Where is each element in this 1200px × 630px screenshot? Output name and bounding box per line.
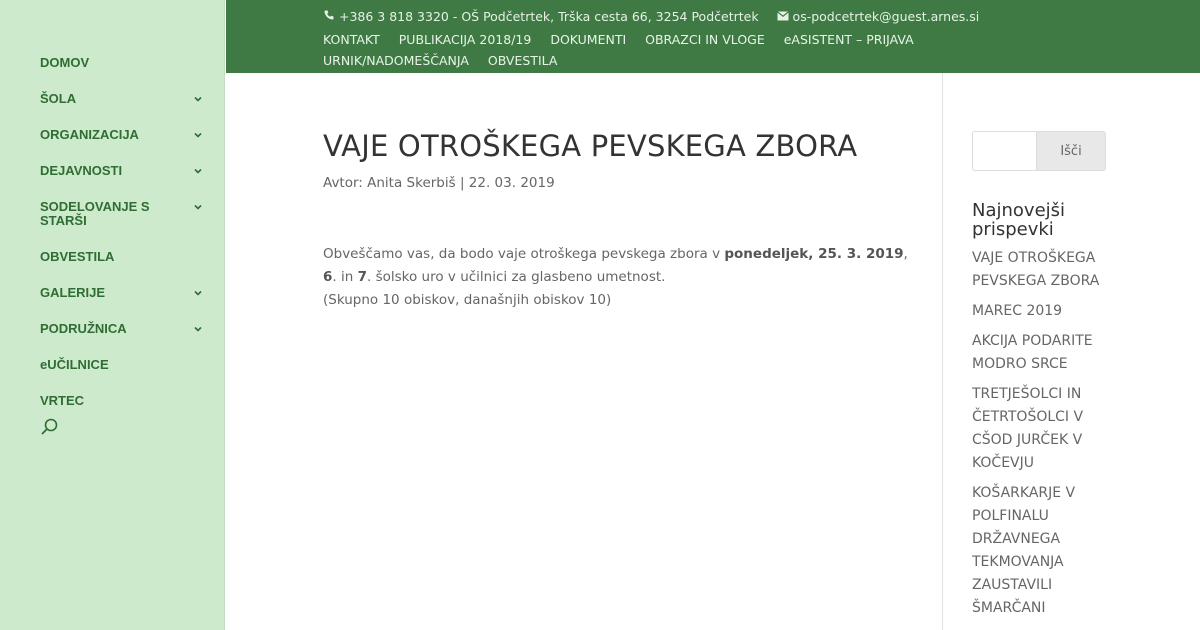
sidebar-item-label: PODRUŽNICA xyxy=(40,321,127,336)
chevron-down-icon[interactable] xyxy=(192,165,204,177)
text-run: , xyxy=(903,246,908,262)
sidebar-item-domov[interactable] xyxy=(40,53,210,73)
sidebar-item-label: GALERIJE xyxy=(40,285,106,300)
contact-info xyxy=(323,8,979,24)
sidebar-item-podruznica[interactable] xyxy=(40,319,210,339)
search-button[interactable]: Išči xyxy=(1036,131,1106,171)
sidebar-item-sodelovanje[interactable] xyxy=(40,197,210,231)
nav-obrazci[interactable]: OBRAZCI IN VLOGE xyxy=(645,32,765,47)
search-icon[interactable] xyxy=(40,417,60,437)
text-run-bold: 6 xyxy=(323,269,333,285)
sidebar-item-label: ŠOLA xyxy=(40,91,77,106)
sidebar-item-label: ORGANIZACIJA xyxy=(40,127,139,142)
email-link[interactable]: os-podcetrtek@guest.arnes.si xyxy=(792,9,980,24)
text-run: . in xyxy=(332,269,358,285)
envelope-icon xyxy=(777,9,789,24)
sidebar-item-organizacija[interactable] xyxy=(40,125,210,145)
recent-posts-list xyxy=(972,247,1112,627)
sidebar-item-label: SODELOVANJE S STARŠI xyxy=(40,199,150,228)
post-paragraph xyxy=(323,243,913,289)
sidebar-item-label: DOMOV xyxy=(40,55,90,70)
sidebar-item-label: OBVESTILA xyxy=(40,249,115,264)
sidebar xyxy=(0,0,225,630)
sidebar-item-sola[interactable] xyxy=(40,89,210,109)
text-run: Obveščamo vas, da bodo vaje otroškega pevskega zbora v xyxy=(323,246,725,262)
post-author[interactable]: Anita Skerbiš xyxy=(367,175,456,191)
text-run-bold: ponedeljek, 25. 3. 2019 xyxy=(724,246,904,262)
visit-counter: (Skupno 10 obiskov, današnjih obiskov 10) xyxy=(323,292,612,308)
sidebar-item-label: VRTEC xyxy=(40,393,85,408)
chevron-down-icon[interactable] xyxy=(192,287,204,299)
text-run: . šolsko uro v učilnici za glasbeno umetnost. xyxy=(367,269,666,285)
nav-publikacija[interactable]: PUBLIKACIJA 2018/19 xyxy=(398,32,532,47)
chevron-down-icon[interactable] xyxy=(192,129,204,141)
post-date: 22. 03. 2019 xyxy=(468,175,555,191)
sidebar-item-galerije[interactable] xyxy=(40,283,210,303)
post-title: VAJE OTROŠKEGA PEVSKEGA ZBORA xyxy=(323,129,858,163)
nav-easistent[interactable]: eASISTENT – PRIJAVA xyxy=(783,32,914,47)
sidebar-item-label: DEJAVNOSTI xyxy=(40,163,123,178)
recent-post-link[interactable]: TRETJEŠOLCI IN ČETRTOŠOLCI V CŠOD JURČEK V KOČEVJU xyxy=(972,386,1084,471)
sidebar-item-dejavnosti[interactable] xyxy=(40,161,210,181)
sidebar-item-vrtec[interactable] xyxy=(40,391,210,411)
sidebar-menu xyxy=(40,53,210,427)
sidebar-item-eucilnice[interactable] xyxy=(40,355,210,375)
recent-post-link[interactable]: AKCIJA PODARITE MODRO SRCE xyxy=(972,333,1093,372)
recent-posts-heading: Najnovejši prispevki xyxy=(972,200,1066,240)
chevron-down-icon[interactable] xyxy=(192,323,204,335)
chevron-down-icon[interactable] xyxy=(192,93,204,105)
phone-address[interactable]: +386 3 818 3320 - OŠ Podčetrtek, Trška cesta 66, 3254 Podčetrtek xyxy=(338,9,759,24)
sidebar-item-label: eUČILNICE xyxy=(40,357,109,372)
phone-icon xyxy=(323,9,335,24)
search-widget xyxy=(972,131,1106,171)
top-header xyxy=(226,0,1200,73)
sidebar-divider xyxy=(942,73,943,630)
chevron-down-icon[interactable] xyxy=(192,201,204,213)
text-run-bold: 7 xyxy=(357,269,367,285)
nav-obvestila[interactable]: OBVESTILA xyxy=(487,53,558,68)
recent-post-link[interactable]: KOŠARKARJE V POLFINALU DRŽAVNEGA TEKMOVANJA ZAUSTAVILI ŠMARČANI xyxy=(972,485,1076,616)
nav-dokumenti[interactable]: DOKUMENTI xyxy=(550,32,627,47)
meta-separator: | xyxy=(455,175,469,191)
post-meta xyxy=(323,175,913,191)
search-input[interactable] xyxy=(972,131,1036,171)
nav-kontakt[interactable]: KONTAKT xyxy=(323,32,380,47)
post-body xyxy=(323,243,913,312)
top-nav xyxy=(323,29,1063,71)
recent-post-link[interactable]: VAJE OTROŠKEGA PEVSKEGA ZBORA xyxy=(972,250,1100,289)
meta-prefix: Avtor: xyxy=(323,175,368,191)
nav-urnik[interactable]: URNIK/NADOMEŠČANJA xyxy=(323,53,469,68)
post-content xyxy=(323,73,913,312)
recent-post-link[interactable]: MAREC 2019 xyxy=(972,303,1063,319)
sidebar-item-obvestila[interactable] xyxy=(40,247,210,267)
